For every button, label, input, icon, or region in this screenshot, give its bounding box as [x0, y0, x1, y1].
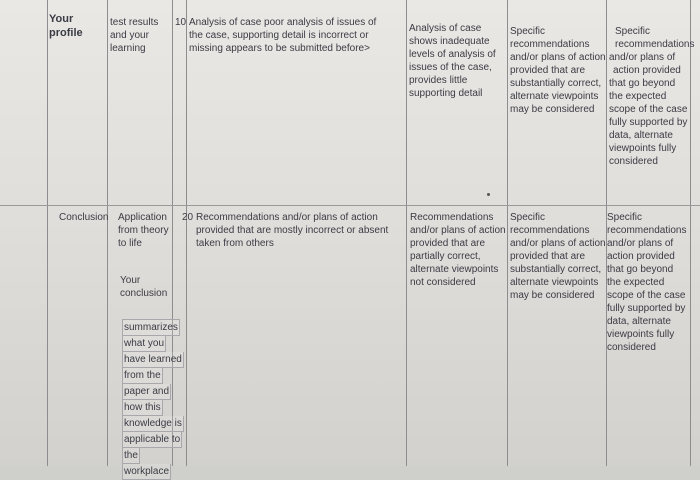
- row2-fair: Recommendations and/or plans of action provided that are partially correct, alternate viewpoints not considered: [410, 212, 506, 288]
- row1-good: Specific recommendations and/or plans of action provided that are substantially correct, alternate viewpoints may be considered: [510, 26, 606, 115]
- column-divider-3: [186, 0, 187, 466]
- table-border-left: [47, 0, 48, 466]
- column-divider-1: [107, 0, 108, 466]
- row1-category: Your profile: [49, 13, 83, 39]
- row1-criterion: test results and your learning: [110, 17, 159, 54]
- row-divider: [0, 205, 700, 206]
- row2-criterion: Application from theory to life: [118, 212, 169, 249]
- row2-good: Specific recommendations and/or plans of action provided that are substantially correct, alternate viewpoints may be considered: [510, 212, 606, 301]
- row1-fair: Analysis of case shows inadequate levels of analysis of issues of the case, provides little supporting detail: [409, 23, 496, 99]
- stray-mark: [487, 193, 490, 196]
- row2-points: 20: [182, 212, 194, 223]
- row2-criterion-extra: Your conclusion: [120, 275, 168, 299]
- table-border-right: [690, 0, 691, 466]
- row2-poor: Recommendations and/or plans of action provided that are mostly incorrect or absent taken from others: [196, 212, 389, 249]
- row1-excellent: Specific recommendations and/or plans of action provided that go beyond the expected scope of the case fully supported by data, alternate viewpoints fully considered: [609, 26, 695, 167]
- row2-excellent: Specific recommendations and/or plans of action provided that go beyond the expected scope of the case fully supported by data, alternate viewpoints fully considered: [607, 212, 687, 353]
- row1-points: 10: [175, 17, 187, 28]
- row2-category: Conclusion: [59, 212, 109, 223]
- row1-poor: Analysis of case poor analysis of issues of the case, supporting detail is incorrect or missing appears to be submitted before>: [189, 17, 377, 54]
- column-divider-5: [507, 0, 508, 466]
- row2-criterion-boxed: summarizes what you have learned from the paper and how this knowledge is applicable to the workplace: [122, 319, 184, 480]
- column-divider-4: [406, 0, 407, 466]
